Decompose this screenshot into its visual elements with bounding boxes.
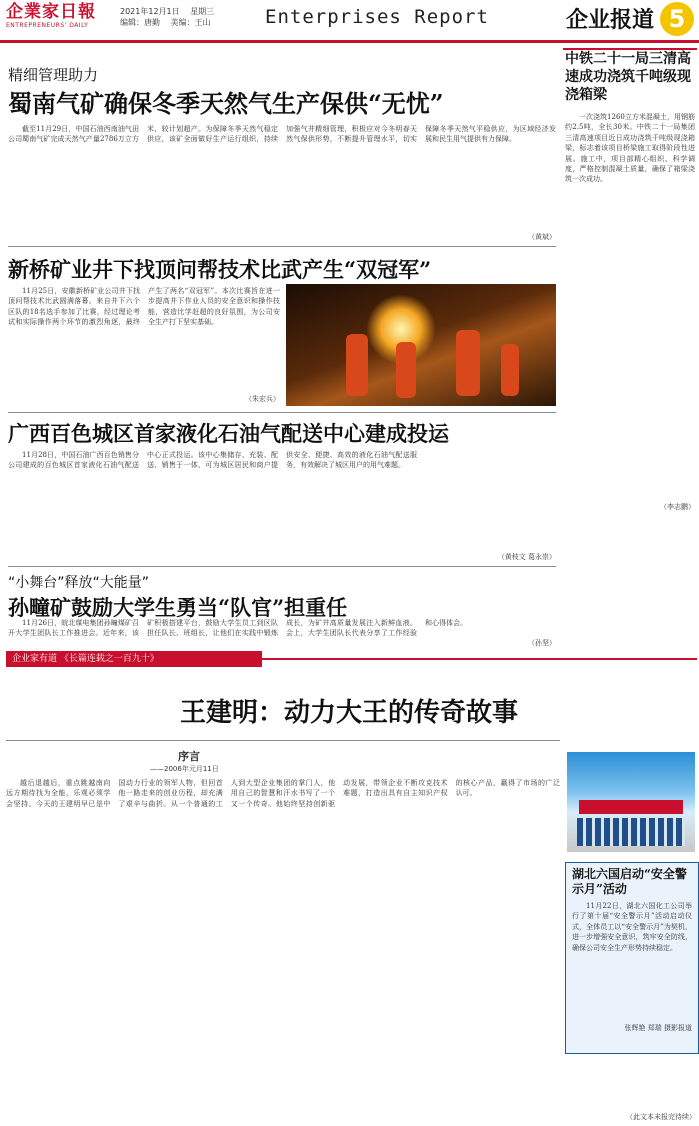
page-number-badge: 5: [660, 2, 694, 36]
logo-english: ENTREPRENEURS' DAILY: [6, 22, 89, 29]
preface-date: ——2006年元月11日: [150, 765, 219, 773]
sidebar-headline: 中铁二十一局三清高速成功浇筑千吨级现浇箱梁: [565, 51, 691, 103]
sidebar-byline: （李志鹏）: [660, 503, 695, 511]
serial-headline: 王建明：动力大王的传奇故事: [180, 698, 519, 728]
sidebar2-headline: 湖北六国启动“安全警示月”活动: [572, 867, 687, 896]
sidebar-article: [565, 50, 695, 512]
divider: [8, 246, 556, 247]
serial-banner: 企业家有道 《长篇连载之一百九十》: [6, 651, 262, 667]
serial-banner-rule: [256, 658, 697, 660]
divider: [8, 566, 556, 567]
mining-competition-photo: [286, 284, 556, 406]
article2-body: 11月25日，安徽新桥矿业公司井下找顶问帮技术比武圆满落幕。来自井下六个区队的18名选手参加了比赛，经过理论考试和实际操作两个环节的激烈角逐，最终产生了两名“双冠军”。本次比赛旨在进一步提高井下作业人员的安全意识和操作技能，营造比学赶超的良好氛围，为公司安全生产打下坚实基础。: [8, 287, 280, 327]
masthead: [0, 0, 699, 43]
article2-headline: 新桥矿业井下找顶问帮技术比武产生“双冠军”: [8, 257, 432, 282]
article1-byline: （黄斌）: [528, 233, 556, 241]
article2-byline: （朱宏兵）: [245, 395, 280, 403]
article4-byline: （孙坚）: [528, 639, 556, 647]
newspaper-logo: [6, 2, 104, 36]
issue-info: [120, 6, 222, 28]
sidebar2-box: [565, 862, 699, 1054]
article1-headline: 蜀南气矿确保冬季天然气生产保供“无忧”: [8, 89, 444, 118]
article4-kicker: “小舞台”释放“大能量”: [8, 575, 150, 591]
serial-continued: （此文本未报完待续）: [626, 1113, 696, 1121]
article3-byline: （黄枝文 葛永崇）: [497, 553, 556, 561]
sidebar2-body: 11月22日，湖北六国化工公司举行了第十届“安全警示月”活动启动仪式，全体员工以“安全警示月”为契机，进一步增强安全意识，筑牢安全防线，确保公司安全生产形势持续稳定。: [572, 902, 692, 952]
serial-body: 越后退越后，重点跳越南向远方期待找为全能，乐观必须学会坚持。今天的王建明早已是中国动力行业的领军人物，但回首他一路走来的创业历程，却充满了艰辛与曲折。从一个普通的工人到大型企业集团的掌门人，他用自己的智慧和汗水书写了一个又一个传奇。他始终坚持创新驱动发展，带领企业不断攻克技术难题，打造出具有自主知识产权的核心产品，赢得了市场的广泛认可。: [6, 779, 560, 808]
article3-headline: 广西百色城区首家液化石油气配送中心建成投运: [8, 421, 449, 446]
article3-body: 11月28日，中国石油广西百色销售分公司建成的百色城区首家液化石油气配送中心正式投运。该中心集储存、充装、配送、销售于一体，可为城区居民和商户提供安全、便捷、高效的液化石油气配送服务，有效解决了城区用户的用气难题。: [8, 451, 417, 470]
divider: [8, 412, 556, 413]
logo-chinese: 企業家日報: [6, 2, 96, 22]
article4-body: 11月26日，皖北煤电集团孙疃煤矿召开大学生团队长工作推进会。近年来，该矿积极搭建平台，鼓励大学生员工到区队担任队长、班组长，让他们在实践中锻炼成长，为矿井高质量发展注入新鲜血液。会上，大学生团队长代表分享了工作经验和心得体会。: [8, 619, 467, 638]
section-title-english: Enterprises Report: [265, 6, 489, 28]
issue-weekday: 星期三: [190, 7, 215, 16]
divider: [6, 740, 560, 741]
section-title-chinese: 企业报道: [566, 7, 655, 33]
editor-credit: 编辑：唐勤: [120, 18, 160, 27]
sidebar2-byline: 张辉艳 郑瑞 摄影报道: [624, 1024, 692, 1032]
article1-kicker: 精细管理助力: [8, 66, 99, 84]
article1-body: 截至11月29日，中国石油西南油气田公司蜀南气矿完成天然气产量2786万立方米，较计划超产。为保障冬季天然气稳定供应，该矿全面做好生产运行组织，持续加强气井精细管理，积极应对今冬明春天然气保供形势，不断提升管理水平，切实保障冬季天然气平稳供应，为区域经济发展和民生用气提供有力保障。: [8, 125, 556, 144]
designer-credit: 美编：王山: [170, 18, 211, 27]
issue-date: 2021年12月1日: [120, 7, 180, 16]
article4-headline: 孙疃矿鼓励大学生勇当“队官”担重任: [8, 595, 348, 620]
preface-label: 序言: [178, 750, 200, 763]
sidebar-body: 一次浇筑1260立方米混凝土，用钢筋约2.5吨，全长30米。中铁二十一局集团三清高速项目近日成功浇筑千吨级现浇箱梁，标志着该项目桥梁施工取得阶段性进展。施工中，项目部精心组织、科学调度，严格控制混凝土质量，确保了箱梁浇筑一次成功。: [565, 113, 695, 184]
safety-event-photo: [567, 752, 695, 852]
